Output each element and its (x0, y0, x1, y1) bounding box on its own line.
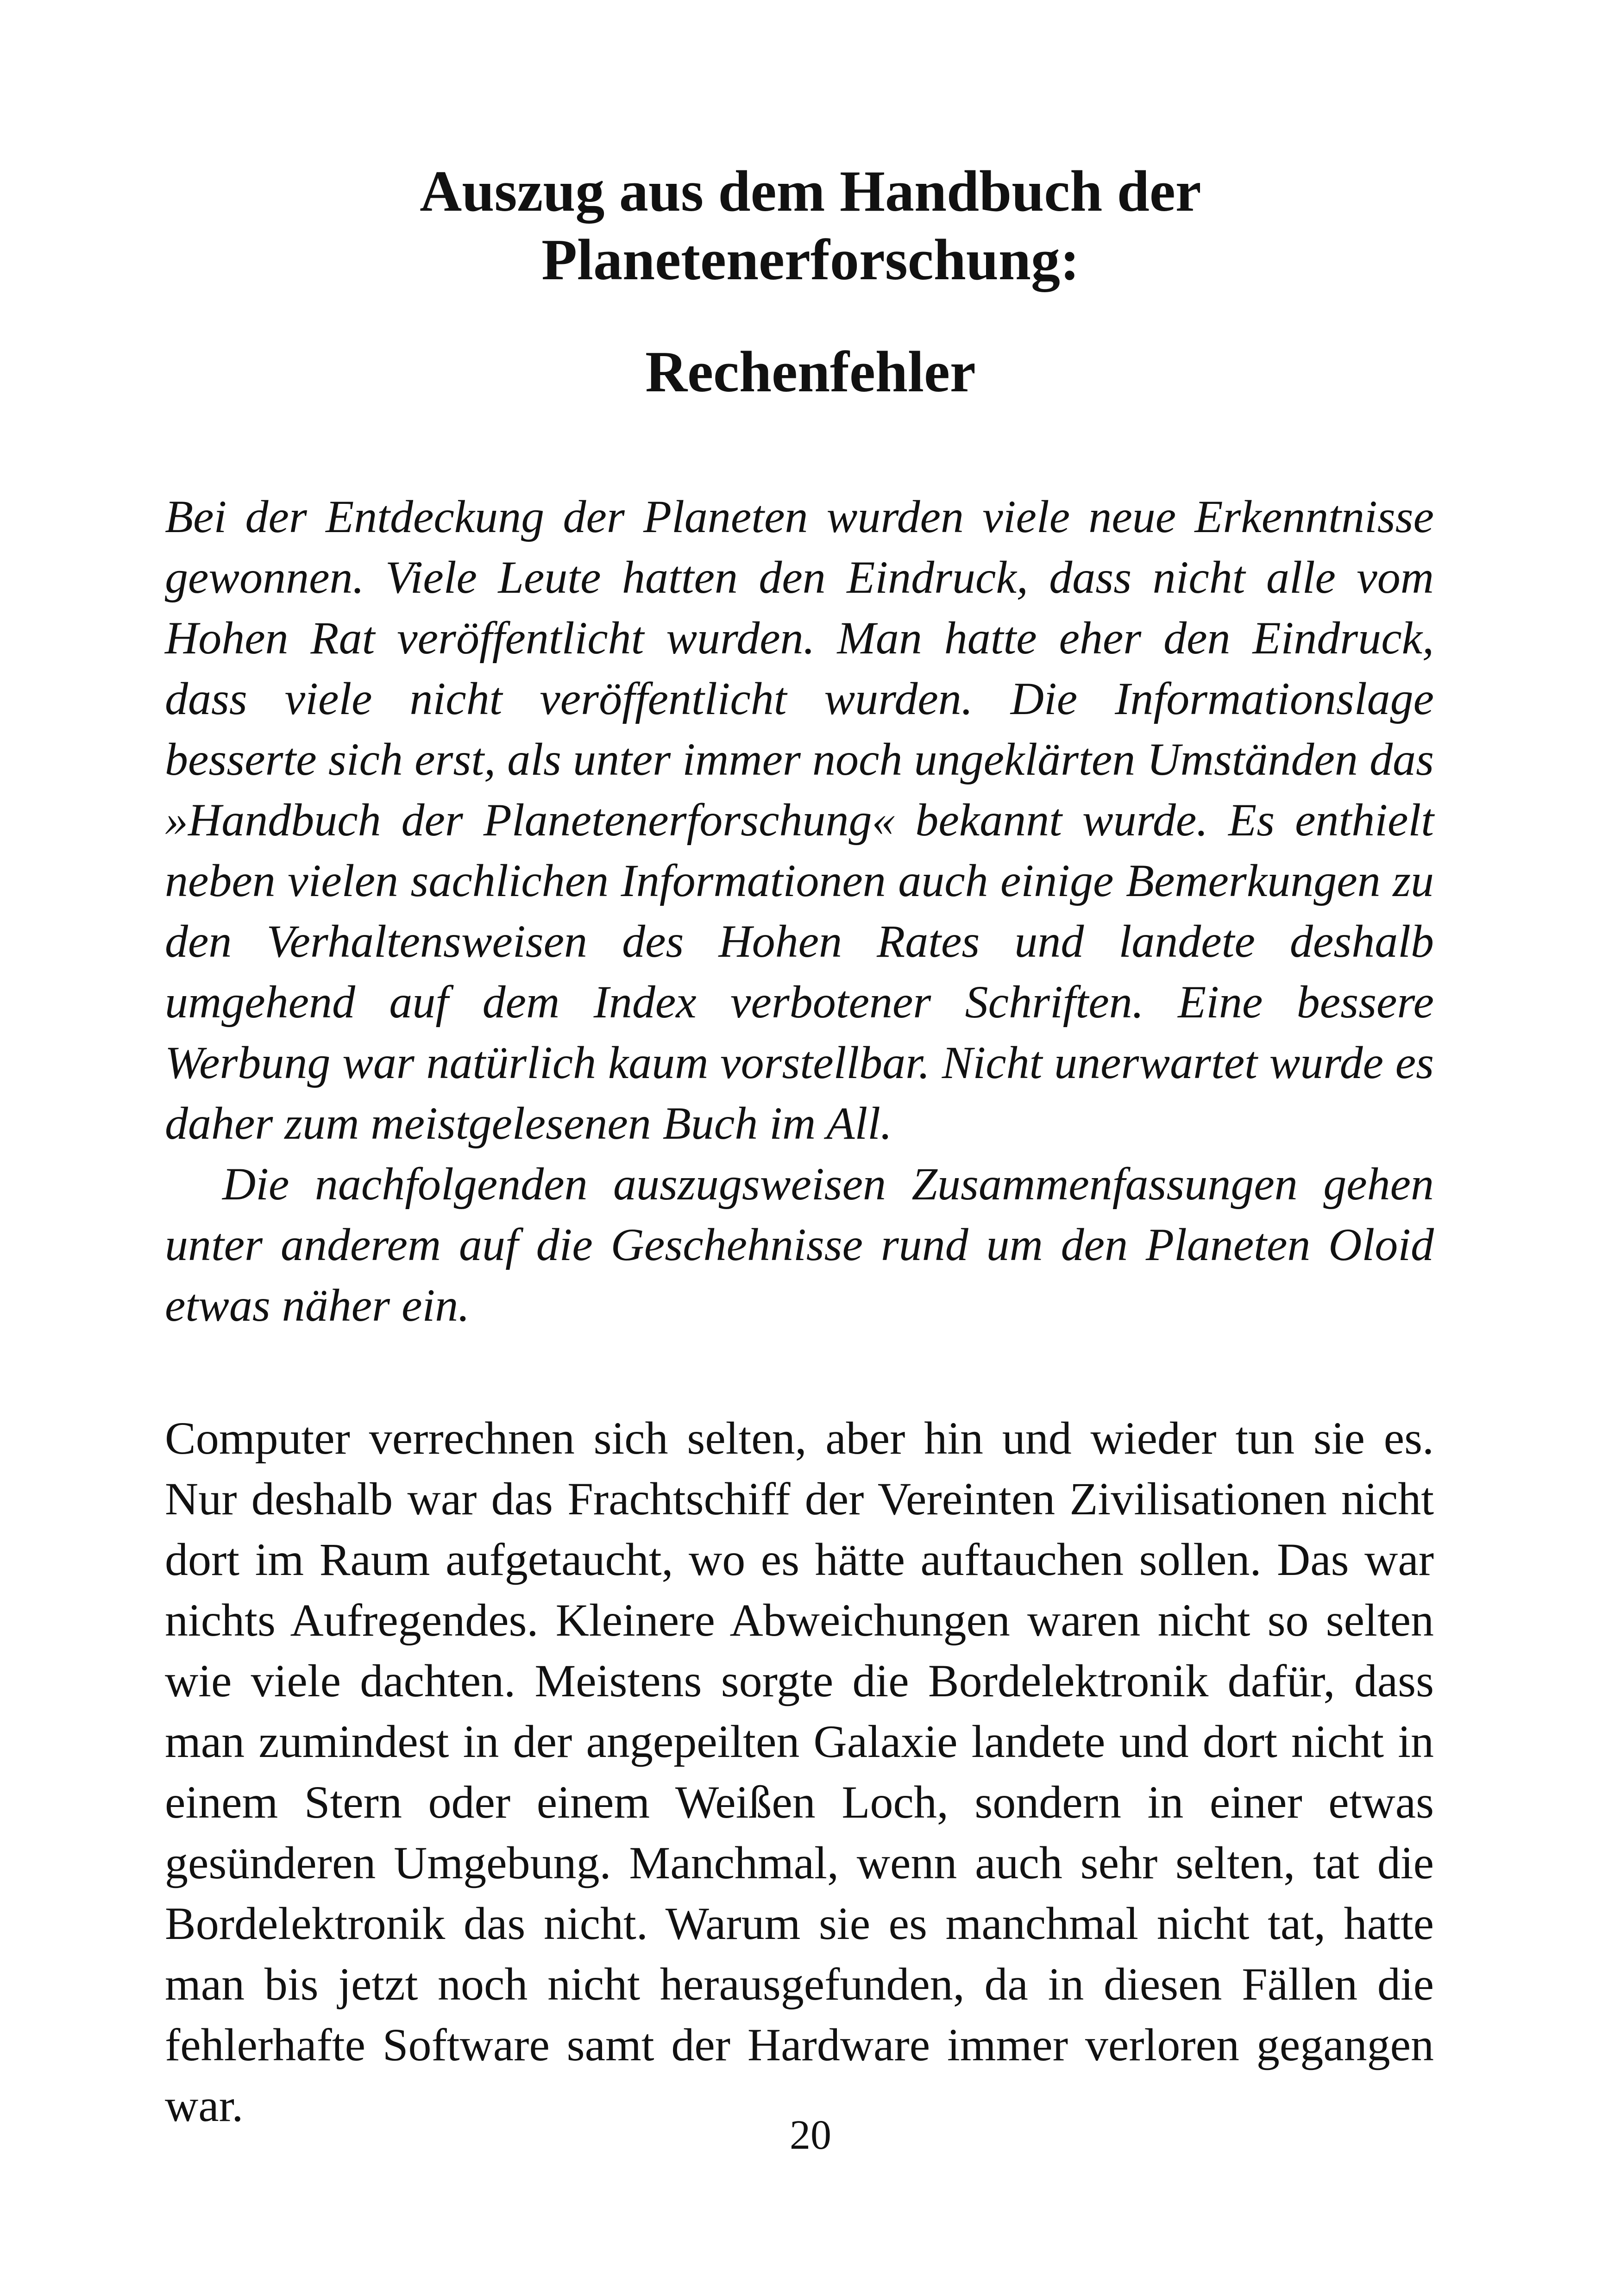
intro-paragraph-1: Bei der Entdeckung der Planeten wurden viele neue Erkenntnisse gewonnen. Viele Leute hatten den Eindruck, dass nicht alle vom Hohen Rat veröffentlicht wurden. Man hatte eher den Eindruck, dass viele nicht veröffentlicht wurden. Die Informationslage besserte sich erst, als unter immer noch ungeklärten Umständen das »Handbuch der Planetenerforschung« bekannt wurde. Es enthielt neben vielen sachlichen Informationen auch einige Bemerkungen zu den Verhaltensweisen des Hohen Rates und landete deshalb umgehend auf dem Index verbotener Schriften. Eine bessere Werbung war natürlich kaum vorstellbar. Nicht unerwartet wurde es daher zum meistgelesenen Buch im All. (165, 491, 1434, 1149)
page-number: 20 (790, 2112, 831, 2158)
main-body-text (165, 1408, 1434, 2136)
section-title: Rechenfehler (645, 340, 976, 404)
main-paragraph-1: Computer verrechnen sich selten, aber hin und wieder tun sie es. Nur deshalb war das Frachtschiff der Vereinten Zivilisationen nicht dort im Raum aufgetaucht, wo es hätte auftauchen sollen. Das war nichts Aufregendes. Kleinere Abweichungen waren nicht so selten wie viele dachten. Meistens sorgte die Bordelektronik dafür, dass man zumindest in der angepeilten Galaxie landete und dort nicht in einem Stern oder einem Weißen Loch, sondern in einer etwas gesünderen Umgebung. Manchmal, wenn auch sehr selten, tat die Bordelektronik das nicht. Warum sie es manchmal nicht tat, hatte man bis jetzt noch nicht herausgefunden, da in diesen Fällen die fehlerhafte Software samt der Hardware immer verloren gegangen war. (165, 1412, 1434, 2131)
intro-paragraph-2: Die nachfolgenden auszugsweisen Zusammenfassungen gehen unter anderem auf die Geschehnisse rund um den Planeten Oloid etwas näher ein. (165, 1158, 1434, 1331)
chapter-title-line-2: Planetenerforschung: (541, 228, 1080, 292)
chapter-title (162, 157, 1459, 295)
intro-italic-text (165, 486, 1434, 1336)
chapter-title-line-1: Auszug aus dem Handbuch der (420, 159, 1201, 224)
